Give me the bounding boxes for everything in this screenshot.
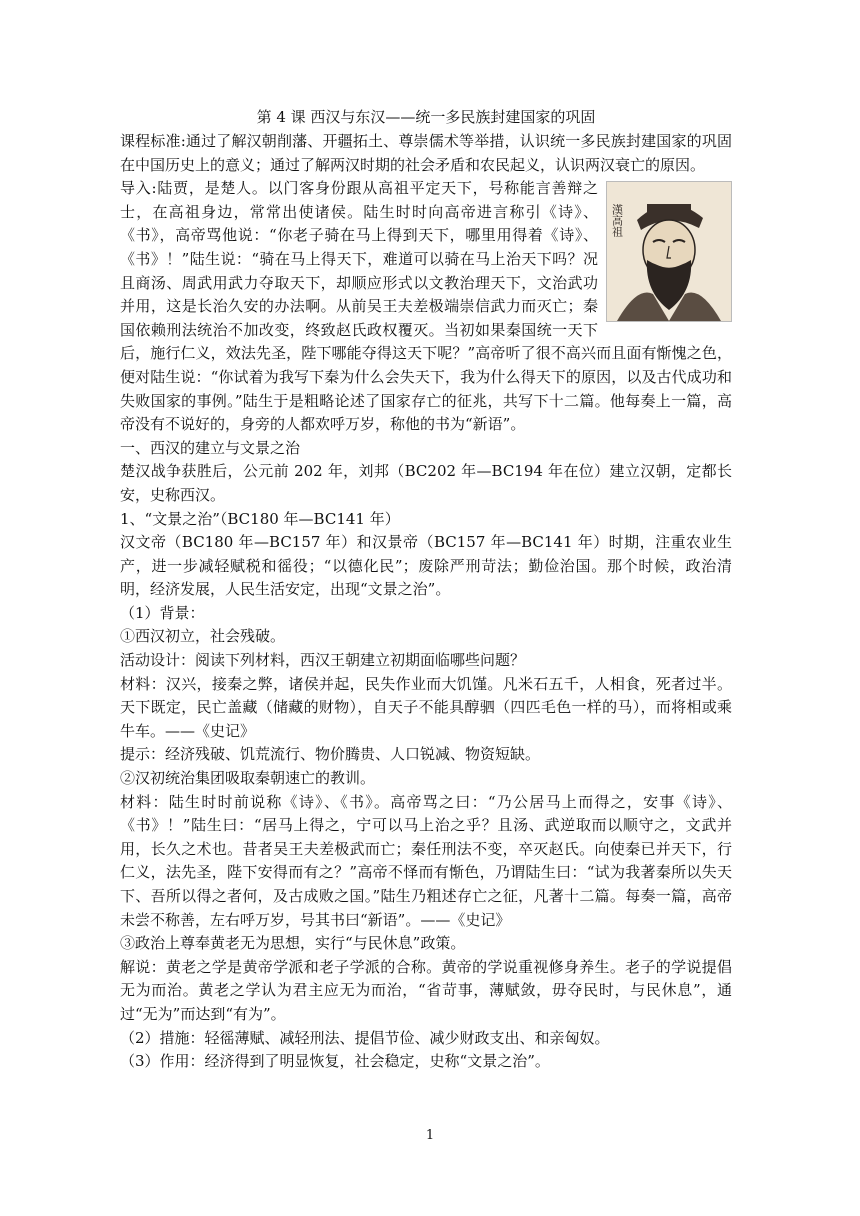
explanation: 解说：黄老之学是黄帝学派和老子学派的合称。黄帝的学说重视修身养生。老子的学说提倡无为而治。黄老之学认为君主应无为而治，“省苛事，薄赋敛，毋夺民时，与民休息”，通过“无为”而达到“有为”。 xyxy=(120,957,732,1023)
effects: （3）作用：经济得到了明显恢复，社会稳定，史称“文景之治”。 xyxy=(120,1052,550,1071)
point-1: ①西汉初立，社会残破。 xyxy=(120,627,286,646)
point-2: ②汉初统治集团吸取秦朝速亡的教训。 xyxy=(120,769,376,788)
portrait-caption-text: 漢高祖 xyxy=(610,204,624,238)
portrait-drawing xyxy=(607,182,731,321)
material-1: 材料：汉兴，接秦之弊，诸侯并起，民失作业而大饥馑。凡米石五千，人相食，死者过半。天下既定，民亡盖藏（储藏的财物），自天子不能具醇驷（四匹毛色一样的马），而将相或乘牛车。——《史记》 xyxy=(120,674,732,740)
curriculum-standard: 课程标准:通过了解汉朝削藩、开疆拓土、尊崇儒术等举措，认识统一多民族封建国家的巩固在中国历史上的意义；通过了解两汉时期的社会矛盾和农民起义，认识两汉衰亡的原因。 xyxy=(120,132,732,174)
document-body xyxy=(120,106,732,1074)
section-heading-1: 一、西汉的建立与文景之治 xyxy=(120,438,301,457)
paragraph-western-han-founding: 楚汉战争获胜后，公元前 202 年，刘邦（BC202 年—BC194 年在位）建立汉朝，定都长安，史称西汉。 xyxy=(120,462,732,504)
lesson-title: 第 4 课 西汉与东汉——统一多民族封建国家的巩固 xyxy=(256,108,596,126)
hint: 提示：经济残破、饥荒流行、物价腾贵、人口锐减、物资短缺。 xyxy=(120,745,541,764)
activity-design: 活动设计：阅读下列材料，西汉王朝建立初期面临哪些问题？ xyxy=(120,651,526,670)
subheading-background: （1）背景： xyxy=(120,603,205,622)
material-2: 材料：陆生时时前说称《诗》、《书》。高帝骂之曰：“乃公居马上而得之，安事《诗》、《书》！”陆生曰：“居马上得之，宁可以马上治之乎？且汤、武逆取而以顺守之，文武并用，长久之术也。昔者吴王夫差极武而亡；秦任刑法不变，卒灭赵氏。向使秦已并天下，行仁义，法先圣，陛下安得而有之？”高帝不怿而有惭色，乃谓陆生曰：“试为我著秦所以失天下、吾所以得之者何，及古成败之国。”陆生乃粗述存亡之征，凡著十二篇。每奏一篇，高帝未尝不称善，左右呼万岁，号其书曰“新语”。——《史记》 xyxy=(120,792,732,929)
subheading-wenjing: 1、“文景之治”（BC180 年—BC141 年） xyxy=(120,509,400,528)
intro-section xyxy=(120,177,732,437)
intro-paragraph: 导入:陆贾，是楚人。以门客身份跟从高祖平定天下，号称能言善辩之士，在高祖身边，常常出使诸侯。陆生时时向高帝进言称引《诗》、《书》，高帝骂他说：“你老子骑在马上得到天下，哪里用得着《诗》、《书》！”陆生说：“骑在马上得天下，难道可以骑在马上治天下吗？况且商汤、周武用武力夺取天下，却顺应形式以文教治理天下，文治武功并用，这是长治久安的办法啊。从前吴王夫差极端崇信武力而灭亡；秦国依赖刑法统治不加改变，终致赵氏政权覆灭。当初如果秦国统一天下后，施行仁义，效法先圣，陛下哪能夺得这天下呢？”高帝听了很不高兴而且面有惭愧之色，便对陆生说：“你试着为我写下秦为什么会失天下，我为什么得天下的原因，以及古代成功和失败国家的事例。”陆生于是粗略论述了国家存亡的征兆，共写下十二篇。他每奏上一篇，高帝没有不说好的，身旁的人都欢呼万岁，称他的书为“新语”。 xyxy=(120,179,732,434)
point-3: ③政治上尊奉黄老无为思想，实行“与民休息”政策。 xyxy=(120,934,466,953)
page-number: 1 xyxy=(425,1128,435,1143)
measures: （2）措施：轻徭薄赋、减轻刑法、提倡节俭、减少财政支出、和亲匈奴。 xyxy=(120,1028,610,1047)
han-gaozu-portrait-image xyxy=(606,181,732,322)
paragraph-wenjing: 汉文帝（BC180 年—BC157 年）和汉景帝（BC157 年—BC141 年）时期，注重农业生产，进一步减轻赋税和徭役；“以德化民”；废除严刑苛法；勤俭治国。那个时候，政治清明，经济发展，人民生活安定，出现“文景之治”。 xyxy=(120,533,732,599)
